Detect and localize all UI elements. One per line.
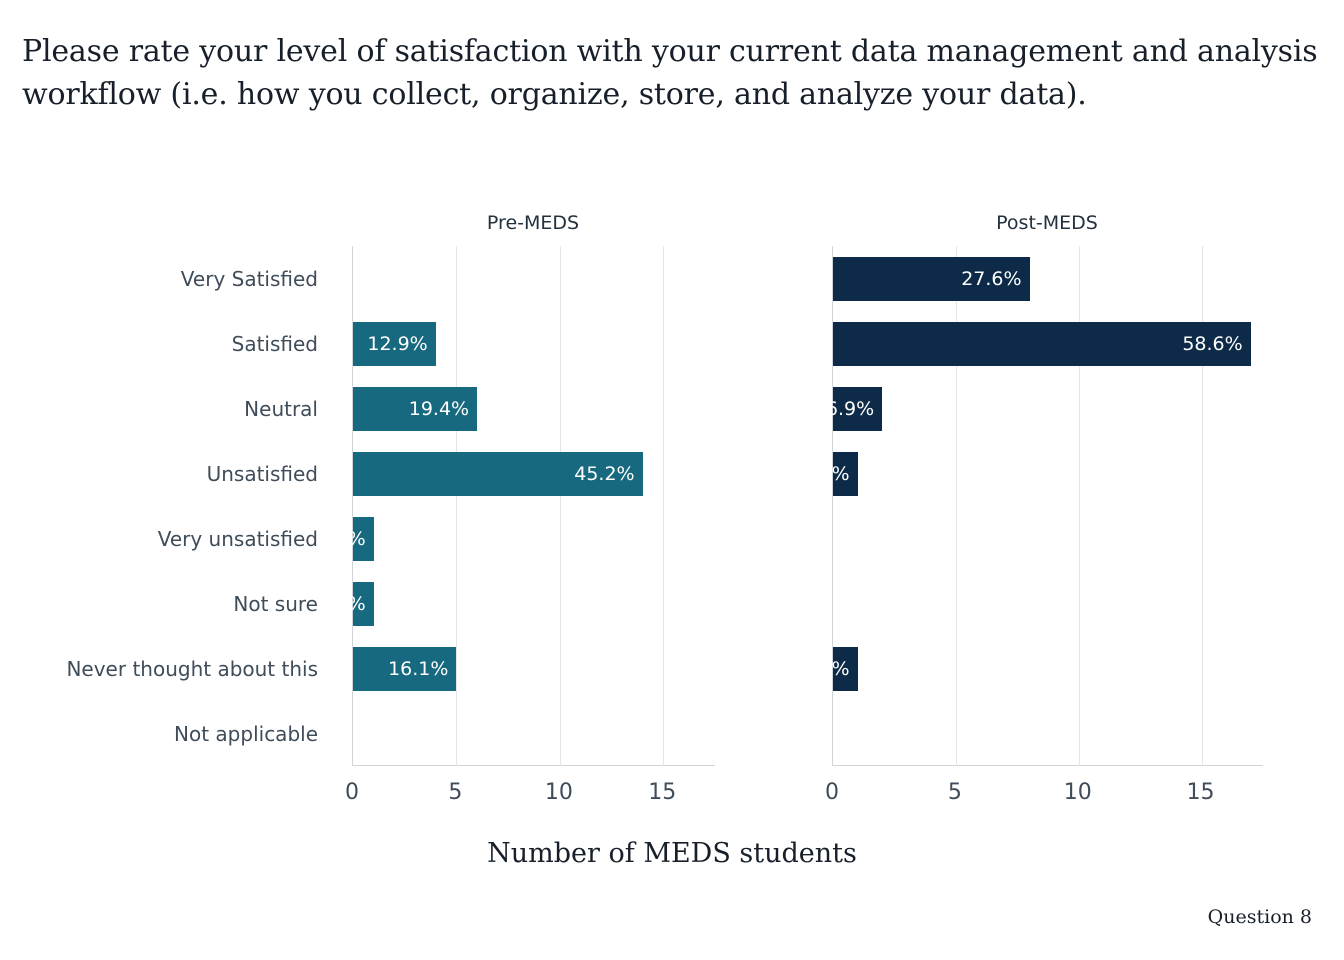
category-label: Never thought about this <box>66 656 318 681</box>
bar <box>353 452 643 496</box>
gridline <box>663 246 664 766</box>
x-tick-label: 10 <box>544 780 573 805</box>
plot-panel-post <box>801 246 1263 766</box>
x-tick-label: 5 <box>448 780 463 805</box>
category-label: Not sure <box>233 591 318 616</box>
gridline <box>560 246 561 766</box>
bar-value-label: 12.9% <box>367 332 428 355</box>
x-axis-title: Number of MEDS students <box>487 838 857 869</box>
x-tick-label: 5 <box>947 780 962 805</box>
bar-value-label: 3.4% <box>801 657 850 680</box>
x-tick-label: 0 <box>345 780 359 805</box>
bar <box>353 387 477 431</box>
bar <box>317 582 374 626</box>
category-label: Not applicable <box>174 721 318 746</box>
bar <box>801 452 858 496</box>
x-tick-label: 15 <box>1186 780 1215 805</box>
bar <box>825 387 882 431</box>
plot-panel-pre <box>317 246 715 766</box>
bar <box>801 647 858 691</box>
category-axis-labels <box>0 246 330 766</box>
bar-value-label: 19.4% <box>408 397 470 420</box>
gridline <box>456 246 457 766</box>
panel-title-pre: Pre-MEDS <box>486 212 580 234</box>
x-axis-line-post <box>833 765 1263 766</box>
panel-title-post: Post-MEDS <box>996 212 1098 234</box>
bar <box>317 517 374 561</box>
x-tick-label: 10 <box>1063 780 1092 805</box>
bar-value-label: 27.6% <box>961 267 1022 290</box>
bar-value-label: 3.2% <box>317 592 366 615</box>
category-label: Satisfied <box>231 331 318 356</box>
bar <box>833 322 1251 366</box>
category-label: Very Satisfied <box>180 266 318 291</box>
question-footnote: Question 8 <box>1207 906 1312 928</box>
x-tick-label: 0 <box>825 780 839 805</box>
bar-value-label: 3.4% <box>801 462 850 485</box>
bar-value-label: 45.2% <box>574 462 635 485</box>
page-title: Please rate your level of satisfaction with your current data management and analysis workflow (i.e. how you collect, organize, store, and analyze your data). <box>22 34 1318 112</box>
bar-value-label: 6.9% <box>825 397 875 420</box>
bar <box>353 322 436 366</box>
x-axis-line-pre <box>353 765 715 766</box>
category-label: Neutral <box>244 396 318 421</box>
bar-value-label: 3.2% <box>317 527 366 550</box>
bar-value-label: 58.6% <box>1182 332 1243 355</box>
bar <box>833 257 1030 301</box>
category-label: Very unsatisfied <box>157 526 318 551</box>
bar-value-label: 16.1% <box>388 657 449 680</box>
category-label: Unsatisfied <box>206 461 318 486</box>
bar <box>353 647 456 691</box>
x-tick-label: 15 <box>648 780 677 805</box>
chart-figure <box>0 200 1344 820</box>
